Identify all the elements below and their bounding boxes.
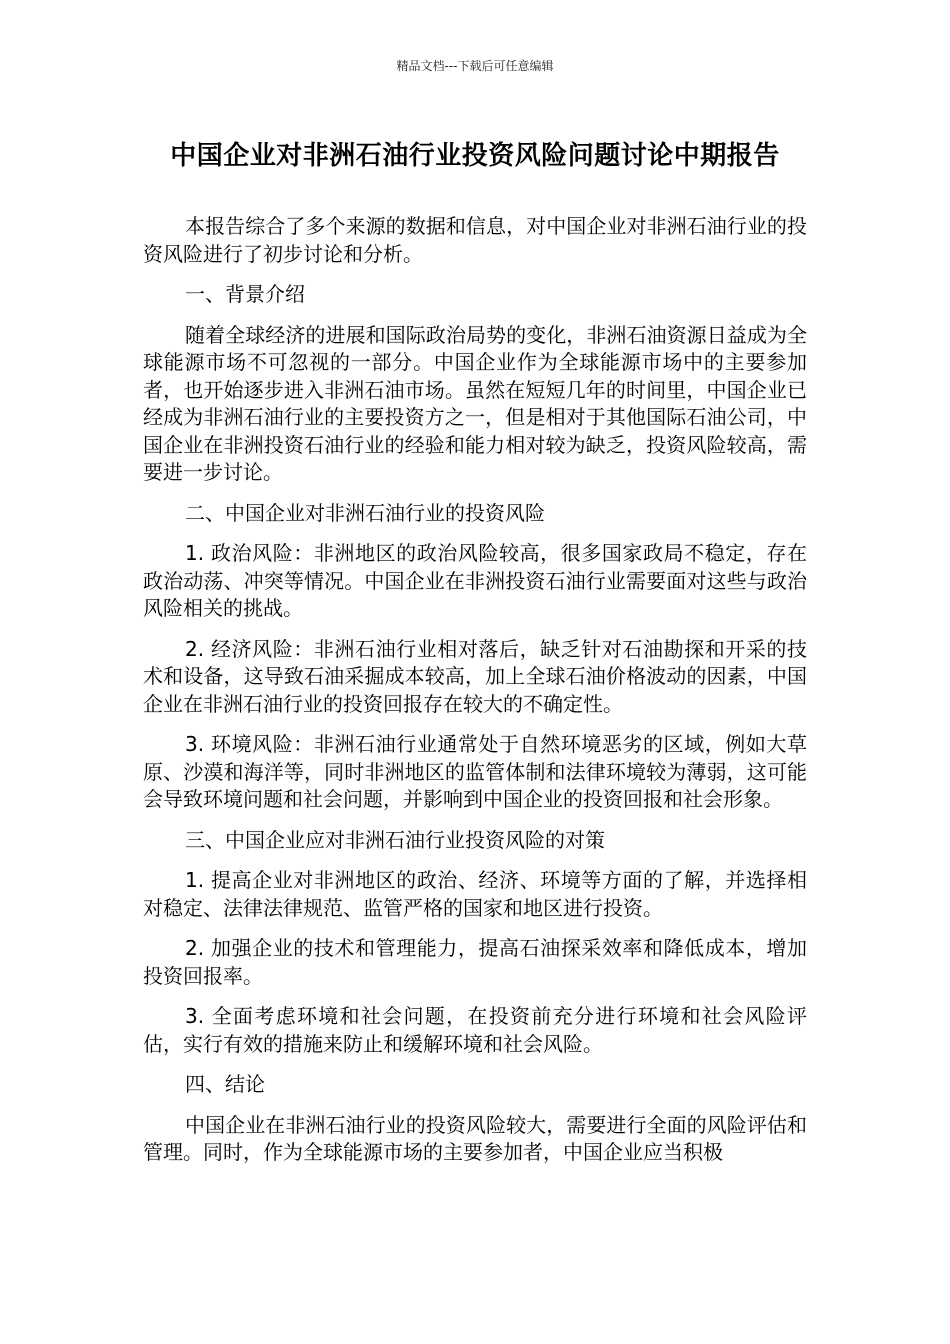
intro-paragraph: 本报告综合了多个来源的数据和信息，对中国企业对非洲石油行业的投资风险进行了初步讨论和分析。: [143, 214, 807, 266]
page-header: 精品文档---下载后可任意编辑: [396, 59, 554, 73]
section-heading-background: 一、背景介绍: [185, 282, 305, 306]
section-heading-risks: 二、中国企业对非洲石油行业的投资风险: [185, 500, 545, 525]
document-body: [143, 213, 807, 1180]
section-heading-countermeasures: 三、中国企业应对非洲石油行业投资风险的对策: [185, 827, 605, 852]
document-title: 中国企业对非洲石油行业投资风险问题讨论中期报告: [170, 141, 780, 171]
countermeasure-item-3: 3. 全面考虑环境和社会问题，在投资前充分进行环境和社会风险评估，实行有效的措施来防止和缓解环境和社会风险。: [143, 1004, 807, 1056]
background-paragraph: 随着全球经济的进展和国际政治局势的变化，非洲石油资源日益成为全球能源市场不可忽视的一部分。中国企业作为全球能源市场中的主要参加者，也开始逐步进入非洲石油市场。虽然在短短几年的时间里，中国企业已经成为非洲石油行业的主要投资方之一，但是相对于其他国际石油公司，中国企业在非洲投资石油行业的经验和能力相对较为缺乏，投资风险较高，需要进一步讨论。: [143, 322, 807, 484]
section-heading-conclusion: 四、结论: [185, 1072, 265, 1096]
conclusion-paragraph: 中国企业在非洲石油行业的投资风险较大，需要进行全面的风险评估和管理。同时，作为全球能源市场的主要参加者，中国企业应当积极: [143, 1112, 807, 1164]
risk-item-political: 1. 政治风险：非洲地区的政治风险较高，很多国家政局不稳定，存在政治动荡、冲突等情况。中国企业在非洲投资石油行业需要面对这些与政治风险相关的挑战。: [143, 541, 807, 620]
risk-item-economic: 2. 经济风险：非洲石油行业相对落后，缺乏针对石油勘探和开采的技术和设备，这导致石油采掘成本较高，加上全球石油价格波动的因素，中国企业在非洲石油行业的投资回报存在较大的不确定性。: [143, 636, 807, 716]
countermeasure-item-1: 1. 提高企业对非洲地区的政治、经济、环境等方面的了解，并选择相对稳定、法律法律规范、监管严格的国家和地区进行投资。: [143, 868, 807, 920]
risk-item-environmental: 3. 环境风险：非洲石油行业通常处于自然环境恶劣的区域，例如大草原、沙漠和海洋等，同时非洲地区的监管体制和法律环境较为薄弱，这可能会导致环境问题和社会问题，并影响到中国企业的投资回报和社会形象。: [143, 732, 807, 811]
countermeasure-item-2: 2. 加强企业的技术和管理能力，提高石油探采效率和降低成本，增加投资回报率。: [143, 936, 807, 988]
